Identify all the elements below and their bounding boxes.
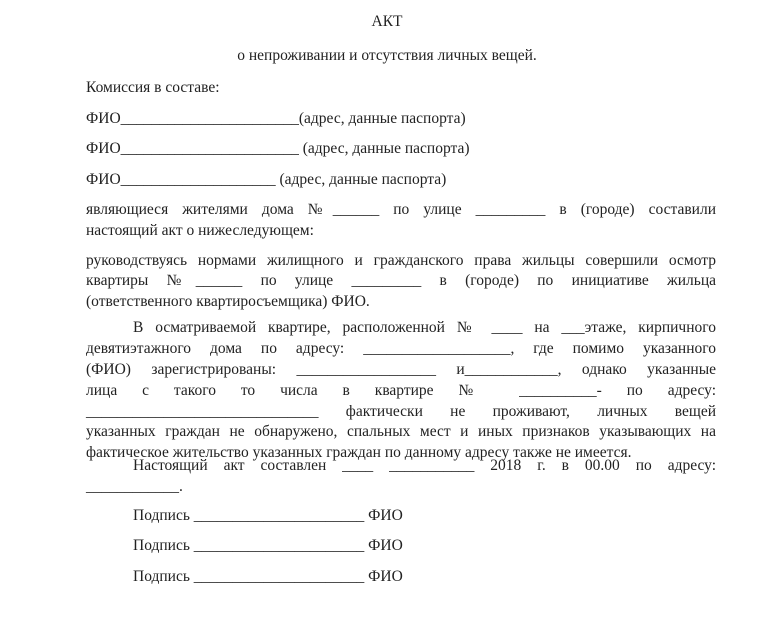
- paragraph-findings-line: (ФИО) зарегистрированы: __________________ и____________, однако указанные: [86, 361, 716, 378]
- paragraph-inspection-line: квартиры №______ по улице _________ в (городе) по инициативе жильца: [86, 272, 716, 289]
- paragraph-date-line: ____________.: [86, 478, 183, 495]
- paragraph-date-line: Настоящий акт составлен ____ ___________ 2018 г. в 00.00 по адресу:: [133, 457, 716, 474]
- paragraph-findings-line: указанных граждан не обнаружено, спальных мест и иных признаков указывающих на: [86, 423, 716, 440]
- document-subtitle: о непроживании и отсутствия личных вещей.: [237, 47, 537, 64]
- paragraph-findings-line: фактическое жительство указанных граждан по данному адресу также не имеется.: [86, 444, 632, 461]
- paragraph-findings-line: лица с такого то числа в квартире № __________- по адресу:: [86, 382, 716, 399]
- paragraph-inspection-line: (ответственного квартиросъемщика) ФИО.: [86, 293, 370, 310]
- document-title: АКТ: [371, 13, 403, 30]
- paragraph-residents-line: настоящий акт о нижеследующем:: [86, 222, 314, 239]
- paragraph-inspection-line: руководствуясь нормами жилищного и гражданского права жильцы совершили осмотр: [86, 252, 716, 269]
- paragraph-findings-line: девятиэтажного дома по адресу: ___________________, где помимо указанного: [86, 340, 716, 357]
- signature-line: Подпись ______________________ ФИО: [133, 507, 403, 524]
- paragraph-findings-line: ______________________________ фактически не проживают, личных вещей: [86, 403, 716, 420]
- member-line: ФИО_______________________ (адрес, данные паспорта): [86, 140, 470, 157]
- commission-label: Комиссия в составе:: [86, 79, 220, 96]
- signature-line: Подпись ______________________ ФИО: [133, 537, 403, 554]
- paragraph-residents-line: являющиеся жителями дома №______ по улице _________ в (городе) составили: [86, 201, 716, 218]
- paragraph-findings-line: В осматриваемой квартире, расположенной № ____ на ___этаже, кирпичного: [133, 319, 716, 336]
- member-line: ФИО_______________________(адрес, данные паспорта): [86, 110, 466, 127]
- signature-line: Подпись ______________________ ФИО: [133, 568, 403, 585]
- member-line: ФИО____________________ (адрес, данные паспорта): [86, 171, 447, 188]
